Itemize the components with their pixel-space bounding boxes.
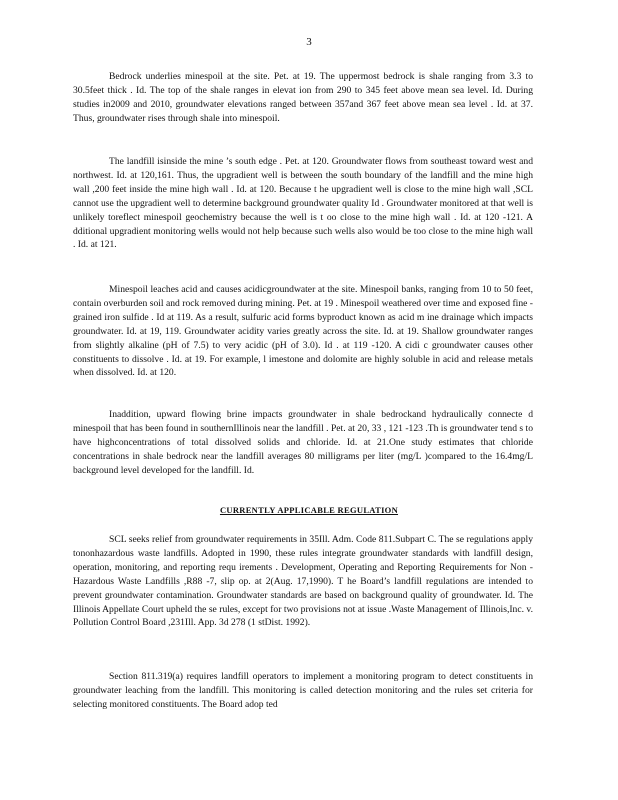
section-heading-text: CURRENTLY APPLICABLE REGULATION [219, 505, 399, 515]
paragraph-regulation: SCL seeks relief from groundwater requirements in 35Ill. Adm. Code 811.Subpart C. The se regulations apply tononhazardous waste landfills. Adopted in 1990, these rules integrate groundwater standards with landfill design, operation, monitoring, and reporting requ irements . Development, Operating and Reporting Requirements for Non -Hazardous Waste Landfills ,R88 -7, slip op. at 2(Aug. 17,1990). T he Board’s landfill regulations are intended to prevent groundwater contamination. Groundwater standards are based on background quality of groundwater. Id. The Illinois Appellate Court upheld the se rules, except for two provisions not at issue .Waste Management of Illinois,Inc. v. Pollution Control Board ,231Ill. App. 3d 278 (1 stDist. 1992). [73, 534, 533, 629]
paragraph-brine: Inaddition, upward flowing brine impacts groundwater in shale bedrockand hydraulically connecte d minespoil that has been found in southernIllinois near the landfill . Pet. at 20, 33 , 121 -123 .Th is groundwater tend s to have highconcentrations of total dissolved solids and chloride. Id. at 21.One study estimates that chloride concentrations in shale bedrock near the landfill averages 80 milligrams per liter (mg/L )compared to the 16.4mg/L background level developed for the landfill. Id. [73, 409, 533, 476]
page-number: 3 [306, 36, 312, 48]
paragraph-section-811: Section 811.319(a) requires landfill operators to implement a monitoring program to detect constituents in groundwater leaching from the landfill. This monitoring is called detection monitoring and the rules set criteria for selecting monitored constituents. The Board adop ted [73, 671, 533, 710]
paragraph-minespoil-acid: Minespoil leaches acid and causes acidicgroundwater at the site. Minespoil banks, ranging from 10 to 50 feet, contain overburden soil and rock removed during mining. Pet. at 19 . Minespoil weathered over time and exposed fine - grained iron sulfide . Id at 119. As a result, sulfuric acid forms byproduct known as acid m ine drainage which impacts groundwater. Id. at 19, 119. Groundwater acidity varies greatly across the site. Id. at 19. Shallow groundwater ranges from slightly alkaline (pH of 7.5) to very acidic (pH of 3.0). Id . at 119 -120. A cidi c groundwater causes other constituents to dissolve . Id. at 19. For example, l imestone and dolomite are highly soluble in acid and release metals when dissolved. Id. at 120. [73, 284, 533, 379]
section-heading [0, 505, 618, 515]
paragraph-bedrock: Bedrock underlies minespoil at the site. Pet. at 19. The uppermost bedrock is shale ranging from 3.3 to 30.5feet thick . Id. The top of the shale ranges in elevat ion from 290 to 345 feet above mean sea level. Id. During studies in2009 and 2010, groundwater elevations ranged between 357and 367 feet above mean sea level . Id. at 37. Thus, groundwater rises through shale into minespoil. [73, 71, 533, 124]
paragraph-landfill-location: The landfill isinside the mine ’s south edge . Pet. at 120. Groundwater flows from southeast toward west and northwest. Id. at 120,161. Thus, the upgradient well is between the south boundary of the landfill and the mine high wall ,200 feet inside the mine high wall . Id. at 120. Because t he upgradient well is close to the mine high wall ,SCL cannot use the upgradient well to determine background groundwater quality Id . Groundwater monitored at that well is unlikely toreflect minespoil geochemistry because the well is t oo close to the mine high wall . Id. at 120 -121. A dditional upgradient monitoring wells would not help because such wells also would be too close to the mine high wall . Id. at 121. [73, 156, 533, 251]
